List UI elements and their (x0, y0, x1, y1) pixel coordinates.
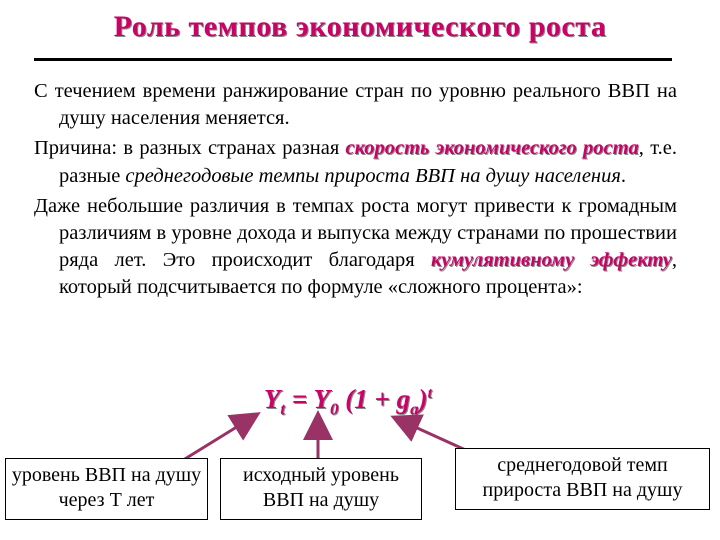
formula-eq: = (285, 384, 314, 414)
reason-suffix: . (620, 164, 626, 187)
slide-title: Роль темпов экономического роста (113, 10, 607, 43)
cumulative-effect-highlight: кумулятивному эффекту (431, 249, 672, 272)
formula-sub-a: a (410, 399, 419, 419)
formula-sub-0: 0 (330, 399, 339, 419)
growth-rate-highlight: скорость экономического роста (345, 137, 639, 160)
reason-middle: , т.е. разные (59, 137, 677, 187)
reason-italic: среднегодовые темпы прироста ВВП на душу населения (125, 164, 621, 187)
formula-y: Y (263, 384, 281, 414)
box-final-gdp: уровень ВВП на душу через Т лет (5, 458, 208, 520)
formula-sub-t: t (280, 399, 286, 419)
title-underline (34, 58, 672, 61)
formula-close: ) (418, 384, 428, 414)
formula-y0: Y (313, 384, 331, 414)
box-initial-gdp: исходный уровень ВВП на душу (220, 458, 422, 520)
formula-open: (1 + g (338, 384, 411, 414)
paragraph-reason (34, 135, 677, 189)
compound-formula (228, 384, 468, 419)
paragraph-cumulative (34, 193, 677, 302)
slide-body (34, 78, 677, 305)
cumulative-prefix: Даже небольшие различия в темпах роста могут привести к громадным различиям в уровне дохода и выпуска между странами по прошествии ряда лет. Это происходит благодаря (34, 194, 677, 272)
paragraph-ranking: С течением времени ранжирование стран по уровню реального ВВП на душу населения меняется. (34, 80, 677, 130)
box-growth-rate: среднегодовой темп прироста ВВП на душу (455, 448, 710, 510)
cumulative-suffix: , который подсчитывается по формуле «сложного процента»: (59, 249, 677, 299)
arrow-to-yt (180, 420, 248, 462)
formula-sup-t: t (427, 385, 433, 402)
reason-prefix: Причина: в разных странах разная (34, 137, 346, 160)
